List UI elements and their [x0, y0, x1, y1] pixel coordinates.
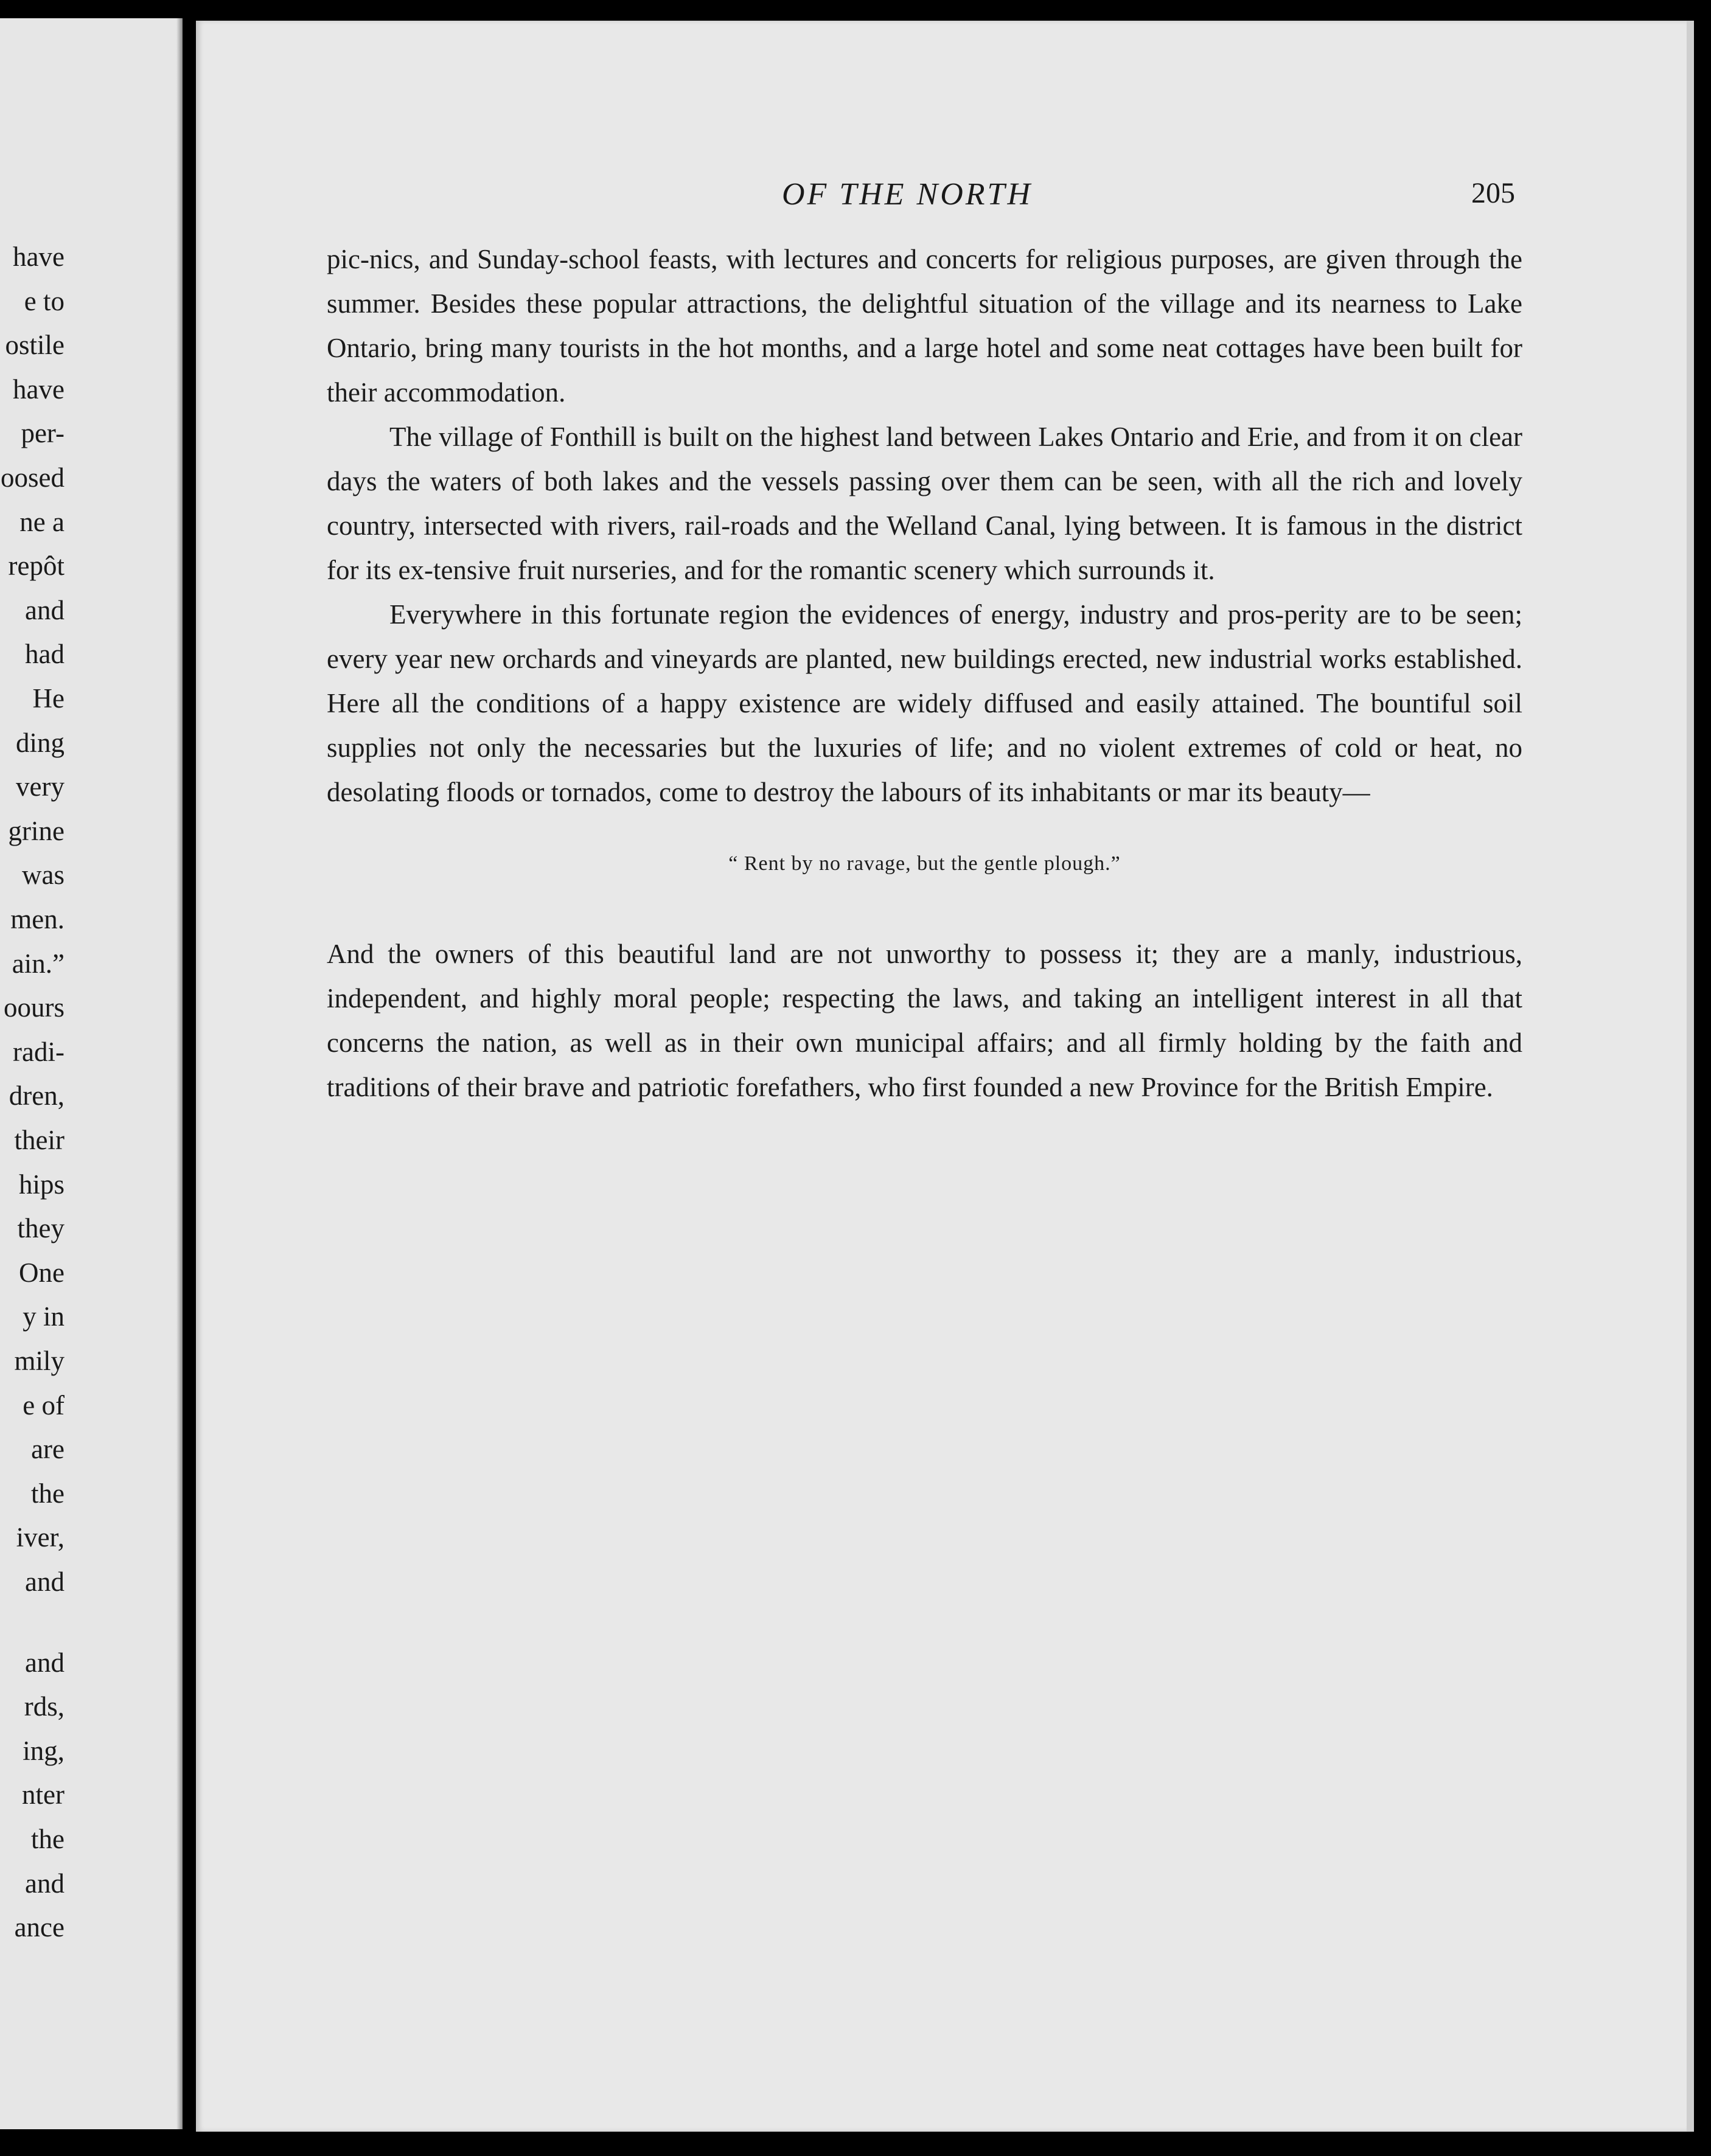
facing-page [0, 18, 183, 2129]
facing-page-line-fragment: very [16, 771, 64, 802]
facing-page-line-fragment: iver, [16, 1522, 64, 1553]
facing-page-line-fragment: and [25, 1567, 64, 1597]
facing-page-line-fragment: ne a [19, 506, 64, 537]
facing-page-line-fragment: radi- [13, 1036, 64, 1067]
facing-page-line-fragment: ing, [23, 1735, 64, 1766]
block-quotation: “ Rent by no ravage, but the gentle plough.” [728, 852, 1121, 875]
facing-page-line-fragment: men. [10, 904, 64, 934]
facing-page-line-fragment: hips [18, 1169, 64, 1200]
facing-page-line-fragment: and [25, 1647, 64, 1678]
gutter-shadow [176, 18, 183, 2129]
facing-page-line-fragment: and [25, 1868, 64, 1899]
facing-page-line-fragment: had [25, 639, 64, 670]
facing-page-line-fragment: was [22, 860, 64, 891]
facing-page-line-fragment: grine [8, 815, 64, 846]
facing-page-line-fragment: the [31, 1824, 64, 1854]
facing-page-line-fragment: dren, [9, 1080, 64, 1111]
facing-page-line-fragment: oosed [1, 462, 64, 493]
facing-page-line-fragment: He [32, 683, 64, 714]
facing-page-line-fragment: repôt [8, 551, 64, 582]
facing-page-line-fragment: ance [14, 1912, 64, 1943]
facing-page-line-fragment: e of [23, 1389, 64, 1421]
facing-page-line-fragment: rds, [24, 1691, 64, 1722]
running-title: OF THE NORTH [782, 177, 1033, 212]
facing-page-line-fragment: One [19, 1257, 64, 1288]
paragraph: The village of Fonthill is built on the highest land between Lakes Ontario and Erie, and from it on clear days the waters of both lakes and the vessels passing over them can be seen, with all the rich and lovely country, intersected with rivers, rail-roads and the Welland Canal, lying between. It is famous in the district for its ex-tensive fruit nurseries, and for the romantic scenery which surrounds it. [327, 422, 1523, 585]
facing-page-line-fragment: ding [15, 727, 64, 758]
facing-page-line-fragment: y in [23, 1301, 64, 1332]
paragraph: And the owners of this beautiful land are not unworthy to possess it; they are a manly, industrious, independent, and highly moral people; respecting the laws, and taking an intelligent interest in all that concerns the nation, as well as in their own municipal affairs; and all firmly holding by the faith and traditions of their brave and patriotic forefathers, who first founded a new Province for the British Empire. [327, 939, 1522, 1102]
facing-page-line-fragment: they [17, 1213, 64, 1244]
facing-page-line-fragment: have [13, 374, 64, 405]
facing-page-line-fragment: have [13, 242, 64, 272]
paragraph: Everywhere in this fortunate region the evidences of energy, industry and pros-perity are to be seen; every year new orchards and vineyards are planted, new buildings erected, new industrial works established. Here all the conditions of a happy existence are widely diffused and easily attained. The bountiful soil supplies not only the necessaries but the luxuries of life; and no violent extremes of cold or heat, no desolating floods or tornados, come to destroy the labours of its inhabitants or mar its beauty— [327, 599, 1522, 807]
facing-page-text-column [0, 18, 67, 2129]
facing-page-line-fragment: are [31, 1434, 64, 1465]
facing-page-line-fragment: nter [22, 1779, 64, 1810]
facing-page-line-fragment: mily [14, 1346, 64, 1376]
body-text [327, 237, 1522, 1110]
facing-page-line-fragment: their [14, 1125, 64, 1155]
paragraph: pic-nics, and Sunday-school feasts, with lectures and concerts for religious purposes, are given through the summer. Besides these popular attractions, the delightful situation of the village and its nearness to Lake Ontario, bring many tourists in the hot months, and a large hotel and some neat cottages have been built for their accommodation. [327, 244, 1522, 408]
facing-page-line-fragment: ain.” [12, 948, 64, 979]
facing-page-line-fragment: and [25, 594, 64, 625]
facing-page-line-fragment: oours [4, 992, 64, 1023]
facing-page-line-fragment: the [31, 1478, 64, 1509]
facing-page-line-fragment: ostile [5, 330, 64, 361]
page-number: 205 [1471, 177, 1515, 209]
facing-page-line-fragment: per- [21, 418, 64, 449]
page-edge [1687, 21, 1694, 2132]
facing-page-line-fragment: e to [24, 285, 64, 316]
